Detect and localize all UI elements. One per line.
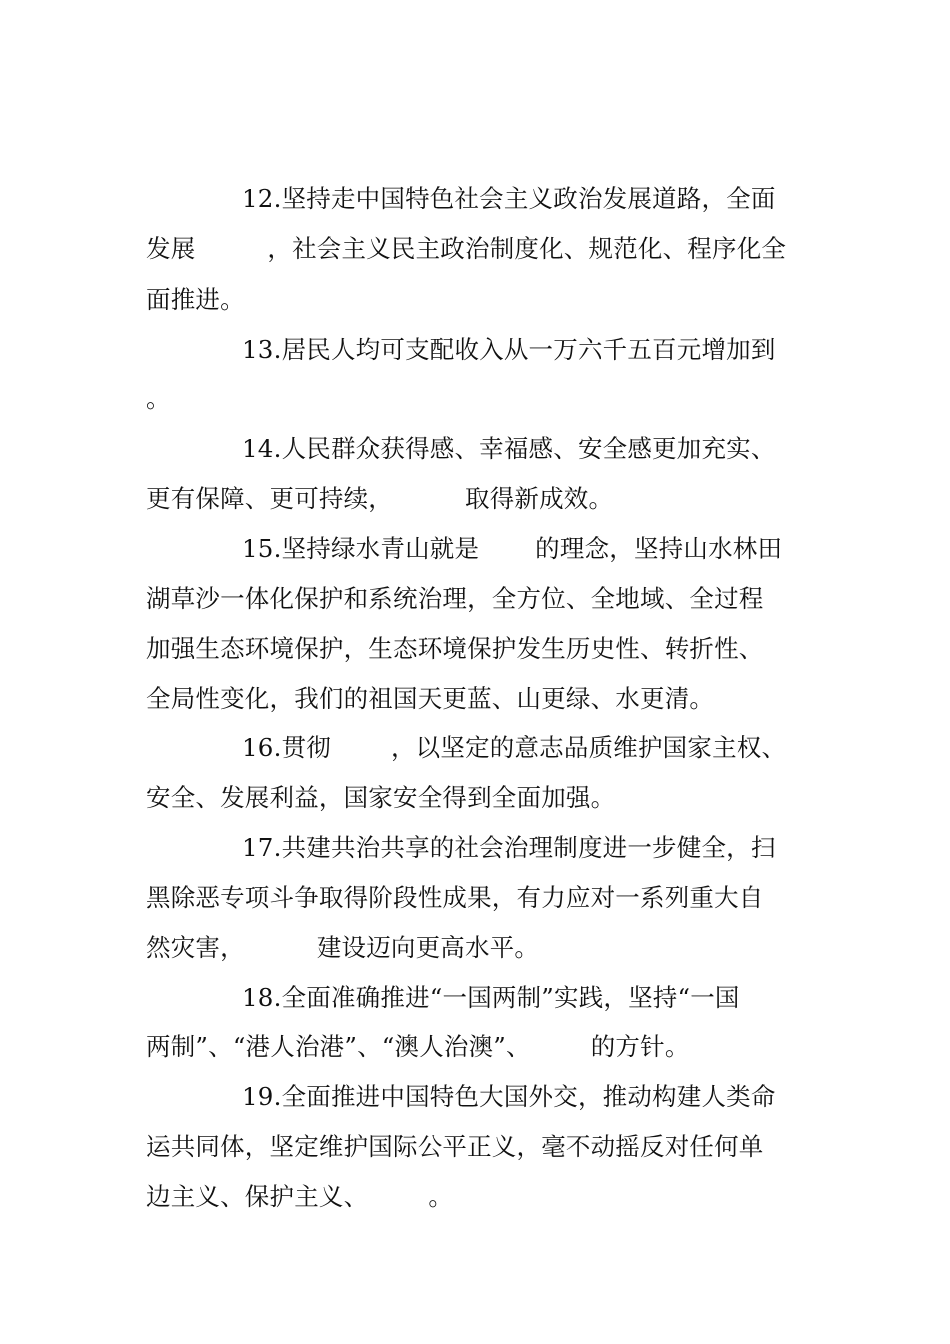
- paragraph-18-line-1: 18.全面准确推进“一国两制”实践，坚持“一国: [242, 983, 740, 1012]
- paragraph-12-line-2: [146, 234, 806, 264]
- text-before-blank: 16.贯彻: [242, 733, 331, 762]
- paragraph-15-line-3: 加强生态环境保护，生态环境保护发生历史性、转折性、: [146, 634, 764, 663]
- paragraph-13-line-1: 13.居民人均可支配收入从一万六千五百元增加到: [242, 335, 776, 364]
- text-before-blank: 两制”、“港人治港”、“澳人治澳”、: [146, 1032, 531, 1061]
- paragraph-13-line-2: 。: [146, 384, 171, 413]
- paragraph-12-line-3: 面推进。: [146, 285, 245, 314]
- paragraph-19-line-3: [146, 1182, 806, 1212]
- paragraph-17-line-2: 黑除恶专项斗争取得阶段性成果，有力应对一系列重大自: [146, 883, 764, 912]
- text-before-blank: 然灾害，: [146, 933, 245, 962]
- text-before-blank: 边主义、保护主义、: [146, 1182, 369, 1211]
- text-after-blank: ，社会主义民主政治制度化、规范化、程序化全: [267, 234, 787, 263]
- paragraph-14-line-1: 14.人民群众获得感、幸福感、安全感更加充实、: [242, 434, 776, 463]
- paragraph-17-line-1: 17.共建共治共享的社会治理制度进一步健全，扫: [242, 833, 776, 862]
- paragraph-16-line-1: [146, 733, 806, 763]
- paragraph-18-line-2: [146, 1032, 806, 1062]
- paragraph-16-line-2: 安全、发展利益，国家安全得到全面加强。: [146, 783, 616, 812]
- text-after-blank: 的方针。: [590, 1032, 690, 1061]
- text-after-blank: 建设迈向更高水平。: [316, 933, 540, 962]
- paragraph-15-line-4: 全局性变化，我们的祖国天更蓝、山更绿、水更清。: [146, 684, 715, 713]
- text-before-blank: 发展: [146, 234, 196, 263]
- text-after-blank: 的理念，坚持山水林田: [535, 534, 783, 563]
- text-after-blank: 取得新成效。: [465, 484, 614, 513]
- paragraph-15-line-2: 湖草沙一体化保护和系统治理，全方位、全地域、全过程: [146, 584, 764, 613]
- text-after-blank: ，以坚定的意志品质维护国家主权、: [390, 733, 787, 762]
- text-before-blank: 15.坚持绿水青山就是: [242, 534, 480, 563]
- paragraph-17-line-3: [146, 933, 806, 963]
- text-before-blank: 更有保障、更可持续，: [146, 484, 393, 513]
- paragraph-14-line-2: [146, 484, 806, 514]
- text-after-blank: 。: [428, 1182, 454, 1211]
- paragraph-12-line-1: 12.坚持走中国特色社会主义政治发展道路，全面: [242, 184, 776, 213]
- paragraph-15-line-1: [146, 534, 806, 564]
- paragraph-19-line-2: 运共同体，坚定维护国际公平正义，毫不动摇反对任何单: [146, 1132, 764, 1161]
- paragraph-19-line-1: 19.全面推进中国特色大国外交，推动构建人类命: [242, 1082, 776, 1111]
